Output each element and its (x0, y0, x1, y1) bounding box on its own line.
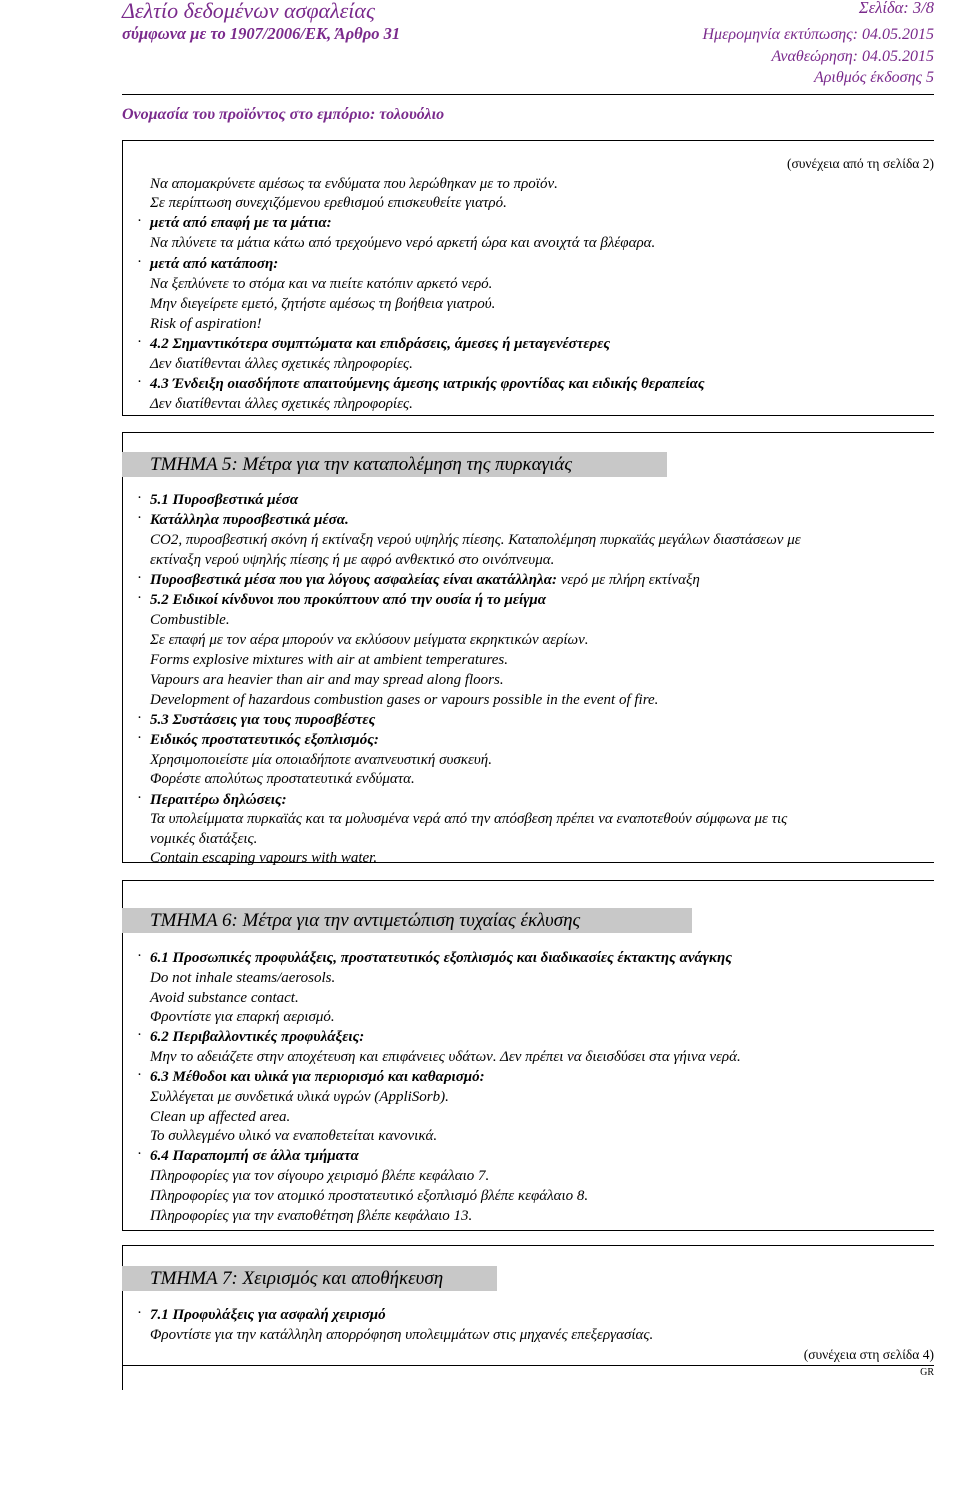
text-line: εκτίναξη νερού υψηλής πίεσης ή με αφρό ανθεκτικό στο οινόπνευμα. (150, 552, 555, 568)
section-divider (122, 415, 934, 416)
text-line: Τα υπολείμματα πυρκαϊάς και τα μολυσμένα νερά από την απόσβεση πρέπει να εναποτεθούν σύμφωνα με τις (150, 811, 788, 827)
language-code: GR (920, 1367, 934, 1378)
product-name: Ονομασία του προϊόντος στο εμπόριο: τολουόλιο (122, 106, 445, 123)
subsection-heading-6-3: 6.3 Μέθοδοι και υλικά για περιορισμό και καθαρισμό: (150, 1069, 485, 1085)
subsection-heading-4-2: 4.2 Σημαντικότερα συμπτώματα και επιδράσεις, άμεσες ή μεταγενέστερες (150, 336, 611, 352)
section-divider (122, 1230, 934, 1231)
text-line: Δεν διατίθενται άλλες σχετικές πληροφορίες. (150, 396, 413, 412)
text-line: Φροντίστε για επαρκή αερισμό. (150, 1009, 335, 1025)
text-line: Do not inhale steams/aerosols. (150, 970, 336, 986)
text-line: Μην το αδειάζετε στην αποχέτευση και επιφάνειες υδάτων. Δεν πρέπει να διεισδύσει στα γήινα νερά. (150, 1049, 741, 1065)
text-line: Forms explosive mixtures with air at ambient temperatures. (150, 652, 509, 668)
bullet: · (137, 730, 142, 746)
header-divider (122, 94, 934, 95)
bullet: · (137, 510, 142, 526)
ppe-label: Ειδικός προστατευτικός εξοπλισμός: (150, 732, 379, 748)
bullet: · (137, 790, 142, 806)
swallow-label: μετά από κατάποση: (150, 256, 279, 272)
print-date: Ημερομηνία εκτύπωσης: 04.05.2015 (702, 26, 934, 43)
text-line: Σε περίπτωση συνεχιζόμενου ερεθισμού επισκευθείτε γιατρό. (150, 195, 507, 211)
document-subtitle: σύμφωνα με το 1907/2006/ΕΚ, Άρθρο 31 (122, 24, 401, 43)
subsection-heading-5-2: 5.2 Ειδικοί κίνδυνοι που προκύπτουν από την ουσία ή το μείγμα (150, 592, 547, 608)
text-line: Contain escaping vapours with water. (150, 850, 378, 866)
continued-to-note: (συνέχεια στη σελίδα 4) (803, 1347, 934, 1362)
bullet: · (137, 334, 142, 350)
text-line: Πληροφορίες για τον ατομικό προστατευτικό εξοπλισμό βλέπε κεφάλαιο 8. (150, 1188, 589, 1204)
bullet: · (137, 1067, 142, 1083)
section-5-title: ΤΜΗΜΑ 5: Μέτρα για την καταπολέμηση της πυρκαγιάς (122, 452, 667, 477)
text-line: Clean up affected area. (150, 1109, 291, 1125)
bullet: · (137, 590, 142, 606)
text-line: Να απομακρύνετε αμέσως τα ενδύματα που λερώθηκαν με το προϊόν. (150, 176, 558, 192)
further-info-label: Περαιτέρω δηλώσεις: (150, 792, 287, 808)
subsection-heading-6-2: 6.2 Περιβαλλοντικές προφυλάξεις: (150, 1029, 365, 1045)
text-line: Να ξεπλύνετε το στόμα και να πιείτε κατόπιν αρκετό νερό. (150, 276, 493, 292)
bullet: · (137, 490, 142, 506)
text-line: Φροντίστε για την κατάλληλη απορρόφηση υπολειμμάτων στις μηχανές επεξεργασίας. (150, 1327, 654, 1343)
bullet: · (137, 1305, 142, 1321)
section-6-title: ΤΜΗΜΑ 6: Μέτρα για την αντιμετώπιση τυχαίας έκλυσης (122, 908, 692, 933)
subsection-heading-7-1: 7.1 Προφυλάξεις για ασφαλή χειρισμό (150, 1307, 386, 1323)
text-line: Φορέστε απολύτως προστατευτικά ενδύματα. (150, 771, 415, 787)
section-divider (122, 880, 934, 881)
text-line: Πληροφορίες για την εναποθέτηση βλέπε κεφάλαιο 13. (150, 1208, 473, 1224)
revision-date: Αναθεώρηση: 04.05.2015 (771, 48, 934, 65)
bullet: · (137, 1146, 142, 1162)
version-number: Αριθμός έκδοσης 5 (813, 69, 934, 86)
subsection-heading-6-4: 6.4 Παραπομπή σε άλλα τμήματα (150, 1148, 359, 1164)
section-7-title: ΤΜΗΜΑ 7: Χειρισμός και αποθήκευση (122, 1266, 497, 1291)
bullet: · (137, 570, 142, 586)
section-divider (122, 1245, 934, 1246)
subsection-heading-5-1: 5.1 Πυροσβεστικά μέσα (150, 492, 299, 508)
subsection-heading-4-3: 4.3 Ένδειξη οιασδήποτε απαιτούμενης άμεσης ιατρικής φροντίδας και ειδικής θεραπείας (150, 376, 705, 392)
header-divider-bottom (122, 140, 934, 141)
text-line: Χρησιμοποιείστε μία οποιαδήποτε αναπνευστική συσκευή. (150, 752, 492, 768)
unsuitable-media-line (150, 572, 700, 589)
bullet: · (137, 710, 142, 726)
text-line: Avoid substance contact. (150, 990, 299, 1006)
unsuitable-media-text: νερό με πλήρη εκτίναξη (560, 572, 700, 588)
bullet: · (137, 213, 142, 229)
content-frame-left (122, 432, 123, 862)
subsection-heading-6-1: 6.1 Προσωπικές προφυλάξεις, προστατευτικός εξοπλισμός και διαδικασίες έκτακτης ανάγκης (150, 950, 732, 966)
bullet: · (137, 374, 142, 390)
text-line: CO2, πυροσβεστική σκόνη ή εκτίναξη νερού υψηλής πίεσης. Καταπολέμηση πυρκαϊάς μεγάλων διαστάσεων με (150, 532, 801, 548)
text-line: Development of hazardous combustion gases or vapours possible in the event of fire. (150, 692, 659, 708)
text-line: Vapours ara heavier than air and may spread along floors. (150, 672, 504, 688)
text-line: Να πλύνετε τα μάτια κάτω από τρεχούμενο νερό αρκετή ώρα και ανοιχτά τα βλέφαρα. (150, 235, 656, 251)
section-divider (122, 432, 934, 433)
text-line: Risk of aspiration! (150, 316, 262, 332)
footer-divider (122, 1365, 934, 1366)
bullet: · (137, 254, 142, 270)
text-line: Σε επαφή με τον αέρα μπορούν να εκλύσουν μείγματα εκρηκτικών αερίων. (150, 632, 589, 648)
text-line: Combustible. (150, 612, 230, 628)
unsuitable-media-label: Πυροσβεστικά μέσα που για λόγους ασφαλείας είναι ακατάλληλα: (150, 572, 557, 588)
content-frame-left (122, 140, 123, 415)
suitable-media-label: Κατάλληλα πυροσβεστικά μέσα. (150, 512, 349, 528)
eye-contact-label: μετά από επαφή με τα μάτια: (150, 215, 332, 231)
bullet: · (137, 948, 142, 964)
text-line: Συλλέγεται με συνδετικά υλικά υγρών (AppliSorb). (150, 1089, 449, 1105)
text-line: Το συλλεγμένο υλικό να εναποθετείται κανονικά. (150, 1128, 438, 1144)
subsection-heading-5-3: 5.3 Συστάσεις για τους πυροσβέστες (150, 712, 376, 728)
bullet: · (137, 1027, 142, 1043)
text-line: νομικές διατάξεις. (150, 831, 258, 847)
text-line: Δεν διατίθενται άλλες σχετικές πληροφορίες. (150, 356, 413, 372)
document-title: Δελτίο δεδομένων ασφαλείας (122, 0, 375, 23)
text-line: Πληροφορίες για τον σίγουρο χειρισμό βλέπε κεφάλαιο 7. (150, 1168, 490, 1184)
page-number: Σελίδα: 3/8 (858, 0, 934, 17)
continued-from-note: (συνέχεια από τη σελίδα 2) (786, 156, 934, 171)
text-line: Μην διεγείρετε εμετό, ζητήστε αμέσως τη βοήθεια γιατρού. (150, 296, 496, 312)
